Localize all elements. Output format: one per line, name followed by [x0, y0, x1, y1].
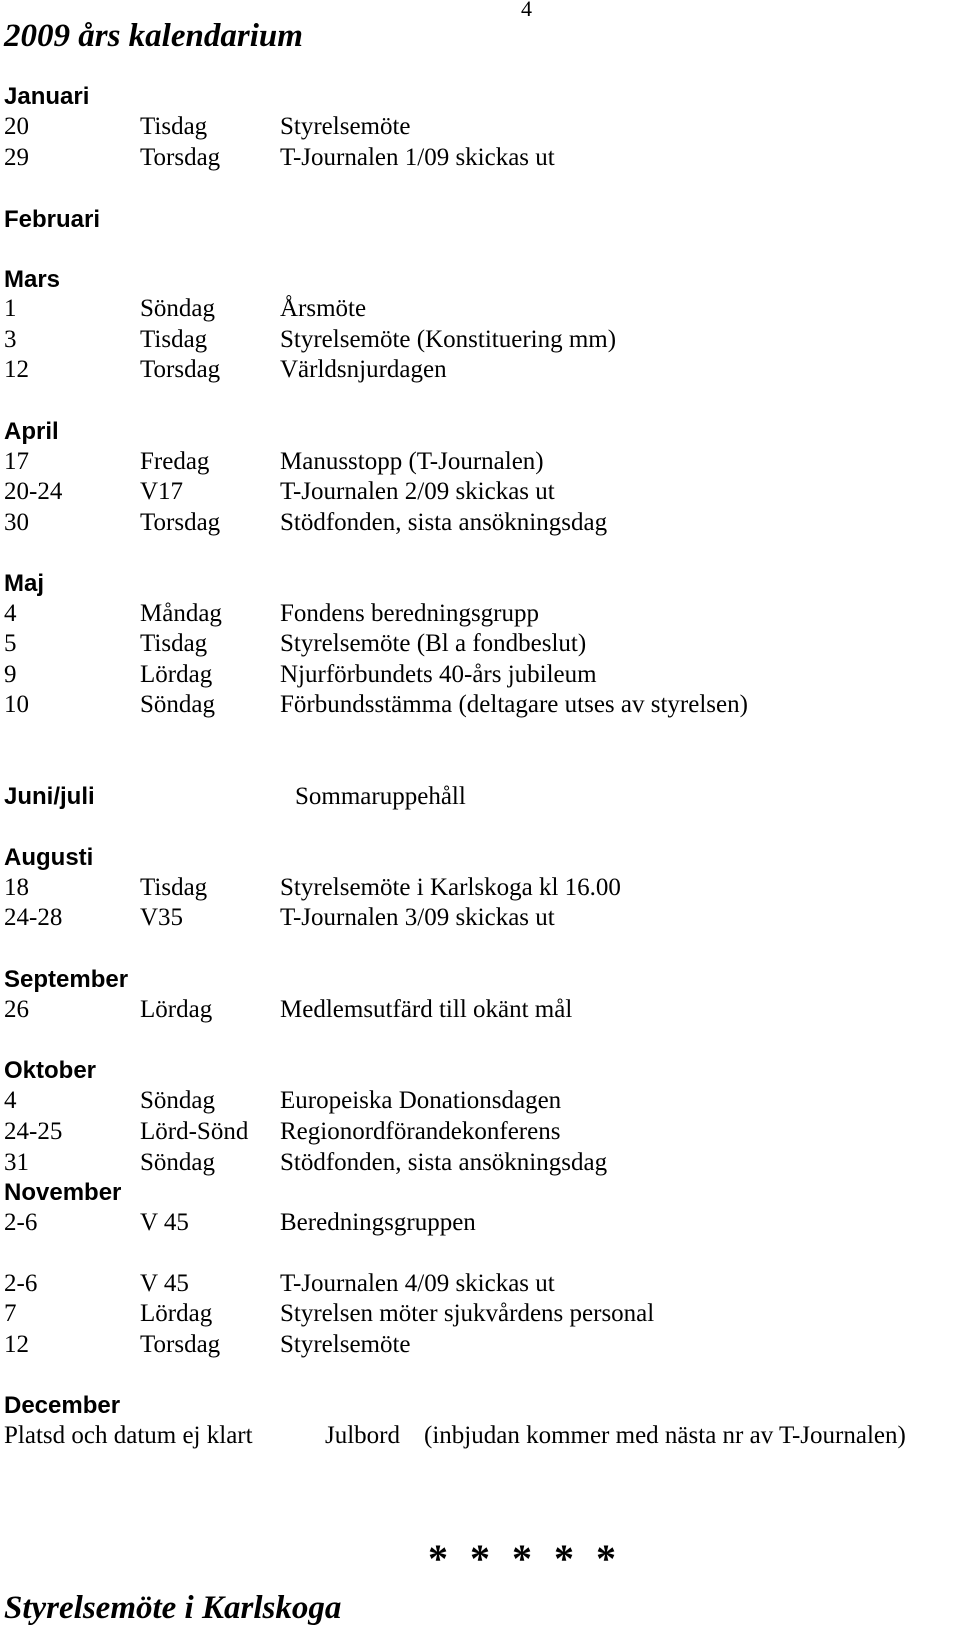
- event-description: Stödfonden, sista ansökningsdag: [280, 1149, 608, 1176]
- event-description: Världsnjurdagen: [280, 356, 447, 383]
- event-date: 24-28: [4, 904, 63, 931]
- event-date: 20-24: [4, 478, 63, 505]
- event-date: 20: [4, 113, 29, 140]
- event-description: Årsmöte: [280, 295, 367, 322]
- event-date: 9: [4, 661, 17, 688]
- event-day: Lördag: [140, 996, 213, 1023]
- event-date: 18: [4, 874, 29, 901]
- event-day: Torsdag: [140, 144, 221, 171]
- event-description: Europeiska Donationsdagen: [280, 1087, 562, 1114]
- event-day: Lörd-Sönd: [140, 1118, 249, 1145]
- event-place: Platsd och datum ej klart: [4, 1422, 253, 1449]
- event-day: Lördag: [140, 1300, 213, 1327]
- event-day: V17: [140, 478, 184, 505]
- month-heading-september: September: [4, 966, 129, 993]
- month-heading-maj: Maj: [4, 570, 45, 597]
- page-number: 4: [521, 0, 532, 21]
- event-description: Styrelsemöte (Bl a fondbeslut): [280, 630, 587, 657]
- event-date: 12: [4, 356, 29, 383]
- event-day: Söndag: [140, 295, 215, 322]
- event-date: 17: [4, 448, 29, 475]
- event-note: (inbjudan kommer med nästa nr av T-Journalen): [424, 1422, 906, 1449]
- event-day: Söndag: [140, 1149, 215, 1176]
- month-heading-december: December: [4, 1392, 121, 1419]
- event-date: 24-25: [4, 1118, 63, 1145]
- event-description: Julbord: [325, 1422, 400, 1449]
- month-heading-april: April: [4, 418, 59, 445]
- event-day: Måndag: [140, 600, 222, 627]
- event-description: T-Journalen 2/09 skickas ut: [280, 478, 555, 505]
- event-description: Styrelsemöte (Konstituering mm): [280, 326, 617, 353]
- month-heading-mars: Mars: [4, 266, 61, 293]
- event-day: Söndag: [140, 1087, 215, 1114]
- footer-heading: Styrelsemöte i Karlskoga: [4, 1590, 342, 1626]
- event-day: Tisdag: [140, 874, 208, 901]
- event-date: 7: [4, 1300, 17, 1327]
- event-day: V35: [140, 904, 184, 931]
- summer-break-note: Sommaruppehåll: [295, 783, 466, 810]
- event-day: V 45: [140, 1270, 189, 1297]
- event-date: 3: [4, 326, 17, 353]
- event-date: 1: [4, 295, 17, 322]
- event-date: 29: [4, 144, 29, 171]
- event-day: Tisdag: [140, 326, 208, 353]
- event-description: T-Journalen 4/09 skickas ut: [280, 1270, 555, 1297]
- event-description: Regionordförandekonferens: [280, 1118, 561, 1145]
- event-description: Styrelsen möter sjukvårdens personal: [280, 1300, 655, 1327]
- event-description: T-Journalen 3/09 skickas ut: [280, 904, 555, 931]
- event-date: 31: [4, 1149, 29, 1176]
- month-heading-november: November: [4, 1179, 122, 1206]
- event-description: Medlemsutfärd till okänt mål: [280, 996, 573, 1023]
- event-description: Styrelsemöte: [280, 113, 411, 140]
- month-heading-oktober: Oktober: [4, 1057, 97, 1084]
- event-day: Torsdag: [140, 356, 221, 383]
- event-date: 4: [4, 1087, 17, 1114]
- event-description: Förbundsstämma (deltagare utses av styrelsen): [280, 691, 748, 718]
- event-description: Stödfonden, sista ansökningsdag: [280, 509, 608, 536]
- event-description: Fondens beredningsgrupp: [280, 600, 539, 627]
- page-title: 2009 års kalendarium: [4, 18, 303, 54]
- event-date: 5: [4, 630, 17, 657]
- event-day: Torsdag: [140, 1331, 221, 1358]
- event-day: Lördag: [140, 661, 213, 688]
- event-description: Styrelsemöte i Karlskoga kl 16.00: [280, 874, 621, 901]
- event-date: 2-6: [4, 1270, 38, 1297]
- event-description: Styrelsemöte: [280, 1331, 411, 1358]
- event-date: 12: [4, 1331, 29, 1358]
- month-heading-augusti: Augusti: [4, 844, 94, 871]
- event-date: 2-6: [4, 1209, 38, 1236]
- event-description: Manusstopp (T-Journalen): [280, 448, 544, 475]
- month-heading-februari: Februari: [4, 206, 101, 233]
- event-day: Fredag: [140, 448, 210, 475]
- month-heading-januari: Januari: [4, 83, 90, 110]
- event-day: Tisdag: [140, 113, 208, 140]
- event-day: Tisdag: [140, 630, 208, 657]
- separator-stars: * * * * *: [428, 1536, 622, 1581]
- event-day: Söndag: [140, 691, 215, 718]
- event-day: V 45: [140, 1209, 189, 1236]
- event-day: Torsdag: [140, 509, 221, 536]
- event-description: Njurförbundets 40-års jubileum: [280, 661, 597, 688]
- event-date: 10: [4, 691, 29, 718]
- event-date: 26: [4, 996, 29, 1023]
- event-date: 4: [4, 600, 17, 627]
- event-description: T-Journalen 1/09 skickas ut: [280, 144, 555, 171]
- event-date: 30: [4, 509, 29, 536]
- event-description: Beredningsgruppen: [280, 1209, 476, 1236]
- month-heading-juni-juli: Juni/juli: [4, 783, 95, 810]
